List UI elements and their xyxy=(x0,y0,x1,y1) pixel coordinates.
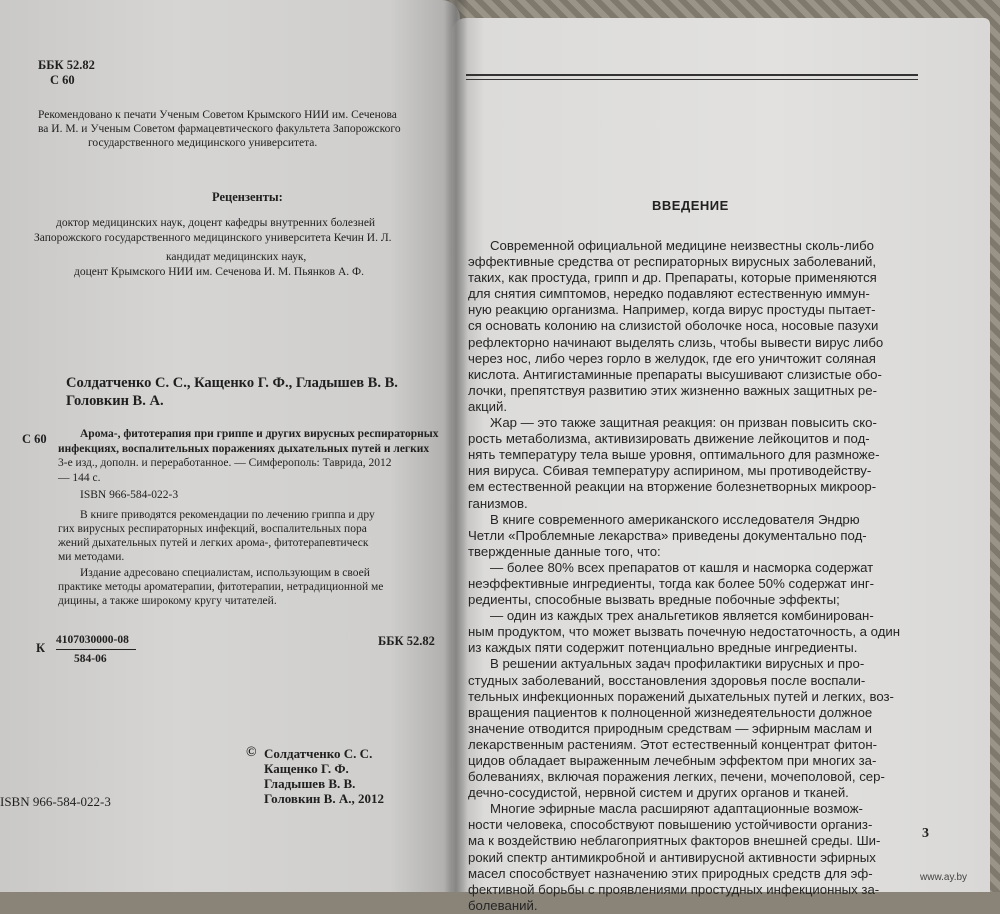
body-line: Жар — это также защитная реакция: он призван повысить ско- xyxy=(490,415,877,431)
copyright-line-4: Головкин В. А., 2012 xyxy=(264,791,384,806)
book-gutter xyxy=(444,0,468,892)
body-line: рость метаболизма, активизировать движение лейкоцитов и под- xyxy=(468,431,870,447)
authors-line-2: Головкин В. А. xyxy=(66,393,164,409)
recommendation-line-3: государственного медицинского университета. xyxy=(88,137,318,149)
body-line: для снятия симптомов, нередко подавляют естественную иммун- xyxy=(468,286,870,302)
copyright-symbol: © xyxy=(246,745,257,760)
k-fraction-line xyxy=(56,649,136,650)
annotation-line-2: гих вирусных респираторных инфекций, воспалительных пора xyxy=(58,523,367,535)
annotation-line-4: ми методами. xyxy=(58,551,125,563)
recommendation-line-1: Рекомендовано к печати Ученым Советом Крымского НИИ им. Сеченова xyxy=(38,109,397,121)
body-line: лекарственным растениям. Этот естественный концентрат фитон- xyxy=(468,736,877,752)
annotation-line-1: В книге приводятся рекомендации по лечению гриппа и дру xyxy=(80,509,375,521)
copyright-line-2: Кащенко Г. Ф. xyxy=(264,761,349,776)
body-line: ма к воздействию неблагоприятных факторов внешней среды. Ши- xyxy=(468,833,881,849)
catalog-line-1: Арома-, фитотерапия при гриппе и других вирусных респираторных xyxy=(80,428,439,440)
copyright-line-3: Гладышев В. В. xyxy=(264,776,356,791)
catalog-line-2: инфекциях, воспалительных поражениях дыхательных путей и легких xyxy=(58,443,430,455)
body-line: таких, как простуда, грипп и др. Препараты, которые применяются xyxy=(468,270,877,286)
body-line: болеваниях, включая поражения легких, печени, мочеполовой, сер- xyxy=(468,769,885,785)
annotation-line-7: дицины, а также широкому кругу читателей. xyxy=(58,595,277,607)
body-line: Современной официальной медицине неизвестны сколь-либо xyxy=(490,238,874,253)
body-line: ную реакцию организма. Например, когда вирус простуды пытает- xyxy=(468,302,876,318)
body-line: эффективные средства от респираторных вирусных заболеваний, xyxy=(468,254,876,270)
page-number: 3 xyxy=(922,826,929,841)
body-line: из каждых пяти содержит потенциально вредные ингредиенты. xyxy=(468,640,858,656)
right-page xyxy=(452,18,990,913)
annotation-line-5: Издание адресовано специалистам, использующим в своей xyxy=(80,567,370,579)
c-code: С 60 xyxy=(50,73,75,87)
body-line: лочки, препятствуя развитию этих жизненно важных защитных ре- xyxy=(468,382,877,398)
body-line: акций. xyxy=(468,398,508,414)
catalog-line-4: — 144 с. xyxy=(58,472,101,484)
bbk-code: ББК 52.82 xyxy=(38,58,95,72)
catalog-code: С 60 xyxy=(22,432,47,446)
reviewers-title: Рецензенты: xyxy=(212,190,283,204)
annotation-line-3: жений дыхательных путей и легких арома-, фитотерапевтическ xyxy=(58,537,369,549)
catalog-line-3: 3-е изд., дополн. и переработанное. — Симферополь: Таврида, 2012 xyxy=(58,457,392,469)
body-line: Четли «Проблемные лекарства» приведены документально под- xyxy=(468,527,867,543)
annotation-line-6: практике методы ароматерапии, фитотерапии, нетрадиционной ме xyxy=(58,581,384,593)
body-line: тельных инфекционных поражений дыхательных путей и легких, воз- xyxy=(468,688,894,704)
body-line: студных заболеваний, восстановления здоровья после воспали- xyxy=(468,672,866,688)
k-bottom-code: 584-06 xyxy=(74,653,107,665)
body-line: Многие эфирные масла расширяют адаптационные возмож- xyxy=(490,801,863,817)
body-line: твержденные данные того, что: xyxy=(468,543,661,559)
copyright-line-1: Солдатченко С. С. xyxy=(264,746,373,761)
k-top-code: 4107030000-08 xyxy=(56,634,129,646)
recommendation-line-2: ва И. М. и Ученым Советом фармацевтического факультета Запорожского xyxy=(38,123,401,135)
body-line: ем естественной реакции на вторжение болезнетворных микроор- xyxy=(468,479,877,495)
body-line: — более 80% всех препаратов от кашля и насморка содержат xyxy=(490,559,874,575)
body-line: цидов обладает выраженным лечебным эффектом при многих за- xyxy=(468,753,877,768)
header-rule-thick xyxy=(466,74,918,76)
body-line: рокий спектр антимикробной и антивирусной активности эфирных xyxy=(468,849,876,865)
reviewer-line-4: доцент Крымского НИИ им. Сеченова И. М. Пьянков А. Ф. xyxy=(74,266,364,278)
body-line: ности человека, способствуют повышению устойчивости организ- xyxy=(468,817,873,833)
chapter-heading: ВВЕДЕНИЕ xyxy=(652,198,729,213)
isbn-small: ISBN 966-584-022-3 xyxy=(80,489,179,501)
reviewer-line-1: доктор медицинских наук, доцент кафедры внутренних болезней xyxy=(56,217,376,229)
body-line: неэффективные ингредиенты, тогда как более 50% содержат инг- xyxy=(468,575,875,591)
body-line: В решении актуальных задач профилактики вирусных и про- xyxy=(490,656,865,672)
body-line: дечно-сосудистой, нервной систем и других органов и тканей. xyxy=(468,785,849,801)
header-rule-thin xyxy=(466,79,918,80)
k-letter: К xyxy=(36,641,46,655)
body-line: фективной борьбы с проявлениями простудных инфекционных за- xyxy=(468,881,880,897)
body-line: ганизмов. xyxy=(468,495,528,511)
body-line: В книге современного американского исследователя Эндрю xyxy=(490,511,860,527)
reviewer-line-2: Запорожского государственного медицинского университета Кечин И. Л. xyxy=(34,232,392,244)
body-line: кислота. Антигистаминные препараты высушивают слизистые обо- xyxy=(468,366,882,382)
chapter-body xyxy=(468,238,938,914)
body-line: вращения пациентов к полноценной жизнедеятельности должное xyxy=(468,704,873,720)
body-line: масел способствует назначению этих природных средств для эф- xyxy=(468,865,873,881)
body-line: ния вируса. Сбивая температуру аспирином, мы противодейству- xyxy=(468,463,872,479)
reviewer-line-3: кандидат медицинских наук, xyxy=(166,251,307,263)
body-line: ным продуктом, что может вызвать почечную недостаточность, а один xyxy=(468,624,901,640)
body-line: рефлекторно начинают выделять слизь, чтобы вывести вирус либо xyxy=(468,334,884,350)
bbk-bottom: ББК 52.82 xyxy=(378,634,435,648)
left-page xyxy=(0,0,460,892)
body-line: — один из каждых трех анальгетиков является комбинирован- xyxy=(490,608,874,624)
body-line: нять температуру тела выше уровня, оптимального для размноже- xyxy=(468,447,880,463)
watermark: www.ay.by xyxy=(920,872,968,883)
body-line: значение отводится природным средствам — эфирным маслам и xyxy=(468,720,872,736)
isbn-bottom: ISBN 966-584-022-3 xyxy=(0,794,111,809)
body-line: через нос, либо через горло в желудок, где его уничтожит соляная xyxy=(468,350,876,366)
body-line: редиенты, способные вызвать вредные побочные эффекты; xyxy=(468,592,840,608)
body-line: болеваний. xyxy=(468,897,538,913)
body-line: ся основать колонию на слизистой оболочке носа, носовые пазухи xyxy=(468,318,879,334)
authors-line-1: Солдатченко С. С., Кащенко Г. Ф., Гладышев В. В. xyxy=(66,375,398,391)
